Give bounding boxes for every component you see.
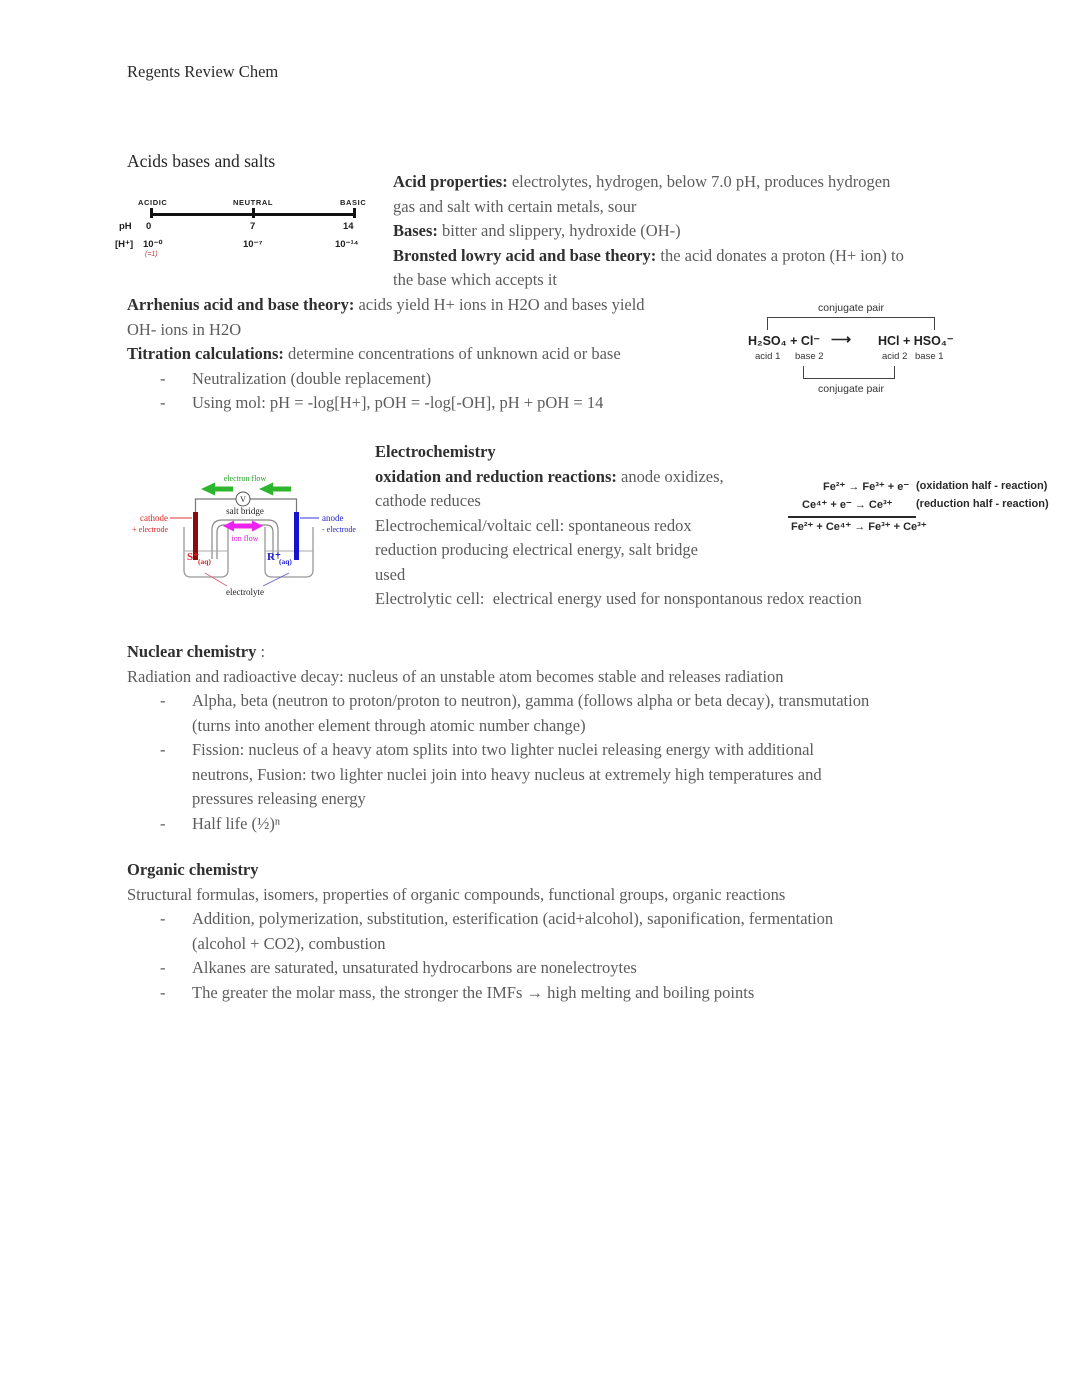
ph-tick-7 (252, 208, 255, 218)
species-label-acid2: acid 2 (882, 351, 908, 362)
hplus-note: (=1) (145, 251, 158, 258)
ph-zone-acidic: ACIDIC (138, 198, 168, 207)
bullet-dash: - (160, 740, 166, 759)
text-span: anode oxidizes, (616, 466, 724, 486)
anode-sign-label: - electrode (322, 525, 356, 534)
text-span: Structural formulas, isomers, properties of organic compounds, functional groups, organic reactions (127, 884, 786, 904)
arrhenius-paragraph (127, 293, 645, 416)
text-line (127, 883, 833, 908)
text-span: Radiation and radioactive decay: nucleus of an unstable atom becomes stable and releases radiation (127, 666, 784, 686)
left-ion-label: S⁺ (187, 551, 199, 563)
reduction-half-reaction: Ce⁴⁺ + e⁻ → Ce³⁺ (802, 499, 893, 511)
text-span: cathode reduces (375, 491, 481, 510)
text-span: Alkanes are saturated, unsaturated hydrocarbons are nonelectroytes (192, 958, 637, 977)
species-label-acid1: acid 1 (755, 351, 781, 362)
text-span: bitter and slippery, hydroxide (OH-) (437, 221, 681, 240)
ph-value-0: 0 (146, 221, 152, 232)
text-line (375, 538, 862, 563)
ph-value-14: 14 (343, 221, 354, 232)
species-label-base2: base 2 (795, 351, 824, 362)
bullet-dash: - (160, 368, 166, 388)
conjugate-pair-bottom-label: conjugate pair (818, 383, 884, 395)
text-span: (alcohol + CO2), combustion (192, 933, 386, 953)
reduction-label: (reduction half - reaction) (916, 498, 1049, 510)
bullet-dash: - (160, 813, 166, 833)
bold-lead: Acid properties: (393, 172, 508, 191)
right-ion-label: R⁺ (267, 551, 281, 563)
bold-lead: Electrochemistry (375, 442, 496, 461)
bullet-dash: - (160, 982, 166, 1002)
text-span: the base which accepts it (393, 270, 558, 289)
text-span: used (375, 564, 406, 584)
voltaic-cell-svg (123, 456, 368, 601)
text-span: acids yield H+ ions in H2O and bases yield (354, 295, 645, 314)
acids-section-heading: Acids bases and salts (127, 151, 276, 171)
ph-row-label: pH (119, 221, 132, 232)
text-span: Electrolytic cell: electrical energy used for nonspontanous redox reaction (375, 589, 862, 608)
text-span: The greater the molar mass, the stronger the IMFs → high melting and boiling points (192, 982, 755, 1002)
text-line (127, 342, 645, 367)
cathode-sign-label: + electrode (132, 525, 168, 534)
ph-zone-basic: BASIC (340, 198, 367, 207)
text-line (393, 170, 904, 195)
hplus-value-14: 10⁻¹⁴ (335, 239, 359, 250)
text-line (393, 219, 904, 244)
anode-label: anode (322, 513, 344, 523)
electron-flow-label: electron flow (223, 474, 267, 483)
bold-lead: Organic chemistry (127, 860, 259, 879)
ion-flow-label: ion flow (231, 534, 259, 543)
conjugate-pair-diagram (745, 302, 957, 402)
reaction-left-side: H₂SO₄ + Cl⁻ (748, 334, 820, 348)
ph-tick-14 (353, 208, 356, 218)
organic-section (127, 858, 833, 1005)
text-span: Addition, polymerization, substitution, esterification (acid+alcohol), saponification, fermentation (192, 909, 834, 928)
text-span: Neutralization (double replacement) (192, 368, 432, 388)
text-span: Fission: nucleus of a heavy atom splits into two lighter nuclei releasing energy with additional (192, 740, 814, 759)
text-span: Half life (½)ⁿ (192, 813, 281, 833)
list-item (127, 907, 833, 932)
bullet-dash: - (160, 958, 166, 977)
right-ion-subscript: (aq) (279, 557, 292, 566)
reaction-right-side: HCl + HSO₄⁻ (878, 334, 954, 348)
electron-flow-arrow-left (201, 483, 233, 496)
text-line (375, 587, 862, 612)
text-span: pressures releasing energy (192, 789, 366, 808)
text-span: : (256, 642, 266, 661)
list-item (127, 367, 645, 392)
text-span: electrolytes, hydrogen, below 7.0 pH, produces hydrogen (507, 172, 891, 191)
list-item (127, 738, 869, 763)
section-heading-electrochemistry (375, 440, 862, 465)
hplus-value-0: 10⁻⁰ (143, 239, 163, 250)
list-item-continuation (127, 787, 869, 812)
ion-flow-arrow (223, 521, 263, 532)
conjugate-bracket-top (767, 317, 935, 330)
ph-value-7: 7 (250, 221, 256, 232)
page-title: Regents Review Chem (127, 62, 279, 81)
list-item-continuation (127, 763, 869, 788)
half-reaction-sum-rule (788, 516, 916, 518)
text-span: Using mol: pH = -log[H+], pOH = -log[-OH], pH + pOH = 14 (192, 393, 604, 412)
text-span: gas and salt with certain metals, sour (393, 196, 637, 216)
conjugate-bracket-bottom (803, 366, 895, 379)
oxidation-label: (oxidation half - reaction) (916, 480, 1048, 492)
text-line (127, 318, 645, 343)
text-span: OH- ions in H2O (127, 319, 242, 339)
text-span: neutrons, Fusion: two lighter nuclei join into heavy nucleus at extremely high temperatures and (192, 764, 822, 784)
text-line (375, 563, 862, 588)
salt-bridge-label: salt bridge (226, 506, 264, 516)
list-item-continuation (127, 714, 869, 739)
reaction-arrow: ⟶ (831, 331, 852, 347)
bold-lead: oxidation and reduction reactions: (375, 466, 617, 486)
list-item (127, 981, 833, 1006)
electrolyte-pointer-left (205, 573, 227, 586)
text-span: determine concentrations of unknown acid or base (283, 344, 621, 363)
bold-lead: Titration calculations: (127, 344, 284, 363)
bold-lead: Arrhenius acid and base theory: (127, 295, 355, 314)
list-item (127, 956, 833, 981)
net-reaction: Fe²⁺ + Ce⁴⁺ → Fe³⁺ + Ce³⁺ (791, 521, 927, 533)
text-line (127, 665, 869, 690)
anode-electrode-bar (294, 512, 299, 560)
electrolyte-label: electrolyte (226, 587, 264, 597)
text-line (393, 244, 904, 269)
text-span: Electrochemical/voltaic cell: spontaneous redox (375, 515, 692, 535)
text-span: the acid donates a proton (H+ ion) to (656, 245, 904, 265)
species-label-base1: base 1 (915, 351, 944, 362)
oxidation-half-reaction: Fe²⁺ → Fe³⁺ + e⁻ (823, 481, 910, 493)
bullet-dash: - (160, 691, 166, 710)
list-item (127, 391, 645, 416)
text-span: reduction producing electrical energy, salt bridge (375, 540, 698, 559)
text-line (393, 195, 904, 220)
text-line (127, 293, 645, 318)
voltmeter-label: V (240, 495, 246, 504)
ph-zone-neutral: NEUTRAL (233, 198, 274, 207)
bullet-dash: - (160, 909, 166, 928)
hplus-row-label: [H⁺] (115, 239, 134, 250)
ph-scale-diagram (113, 192, 375, 270)
ph-tick-0 (150, 208, 153, 218)
bold-lead: Bases: (393, 221, 438, 240)
hplus-value-7: 10⁻⁷ (243, 239, 263, 250)
electron-flow-arrow-right (259, 483, 291, 496)
list-item-continuation (127, 932, 833, 957)
bold-lead: Nuclear chemistry (127, 642, 257, 661)
list-item (127, 812, 869, 837)
text-span: (turns into another element through atomic number change) (192, 715, 586, 735)
text-line (393, 268, 904, 293)
voltaic-cell-diagram (123, 456, 368, 601)
nuclear-section (127, 640, 869, 836)
bold-lead: Bronsted lowry acid and base theory: (393, 245, 657, 265)
organic-section-heading (127, 858, 833, 883)
acid-properties-paragraph (393, 170, 904, 293)
cathode-label: cathode (140, 513, 168, 523)
list-item (127, 689, 869, 714)
conjugate-pair-top-label: conjugate pair (818, 302, 884, 314)
nuclear-section-heading (127, 640, 869, 665)
bullet-dash: - (160, 393, 166, 412)
half-reactions (788, 480, 1068, 538)
text-span: Alpha, beta (neutron to proton/proton to neutron), gamma (follows alpha or beta decay), transmutation (192, 691, 870, 710)
left-ion-subscript: (aq) (198, 557, 211, 566)
